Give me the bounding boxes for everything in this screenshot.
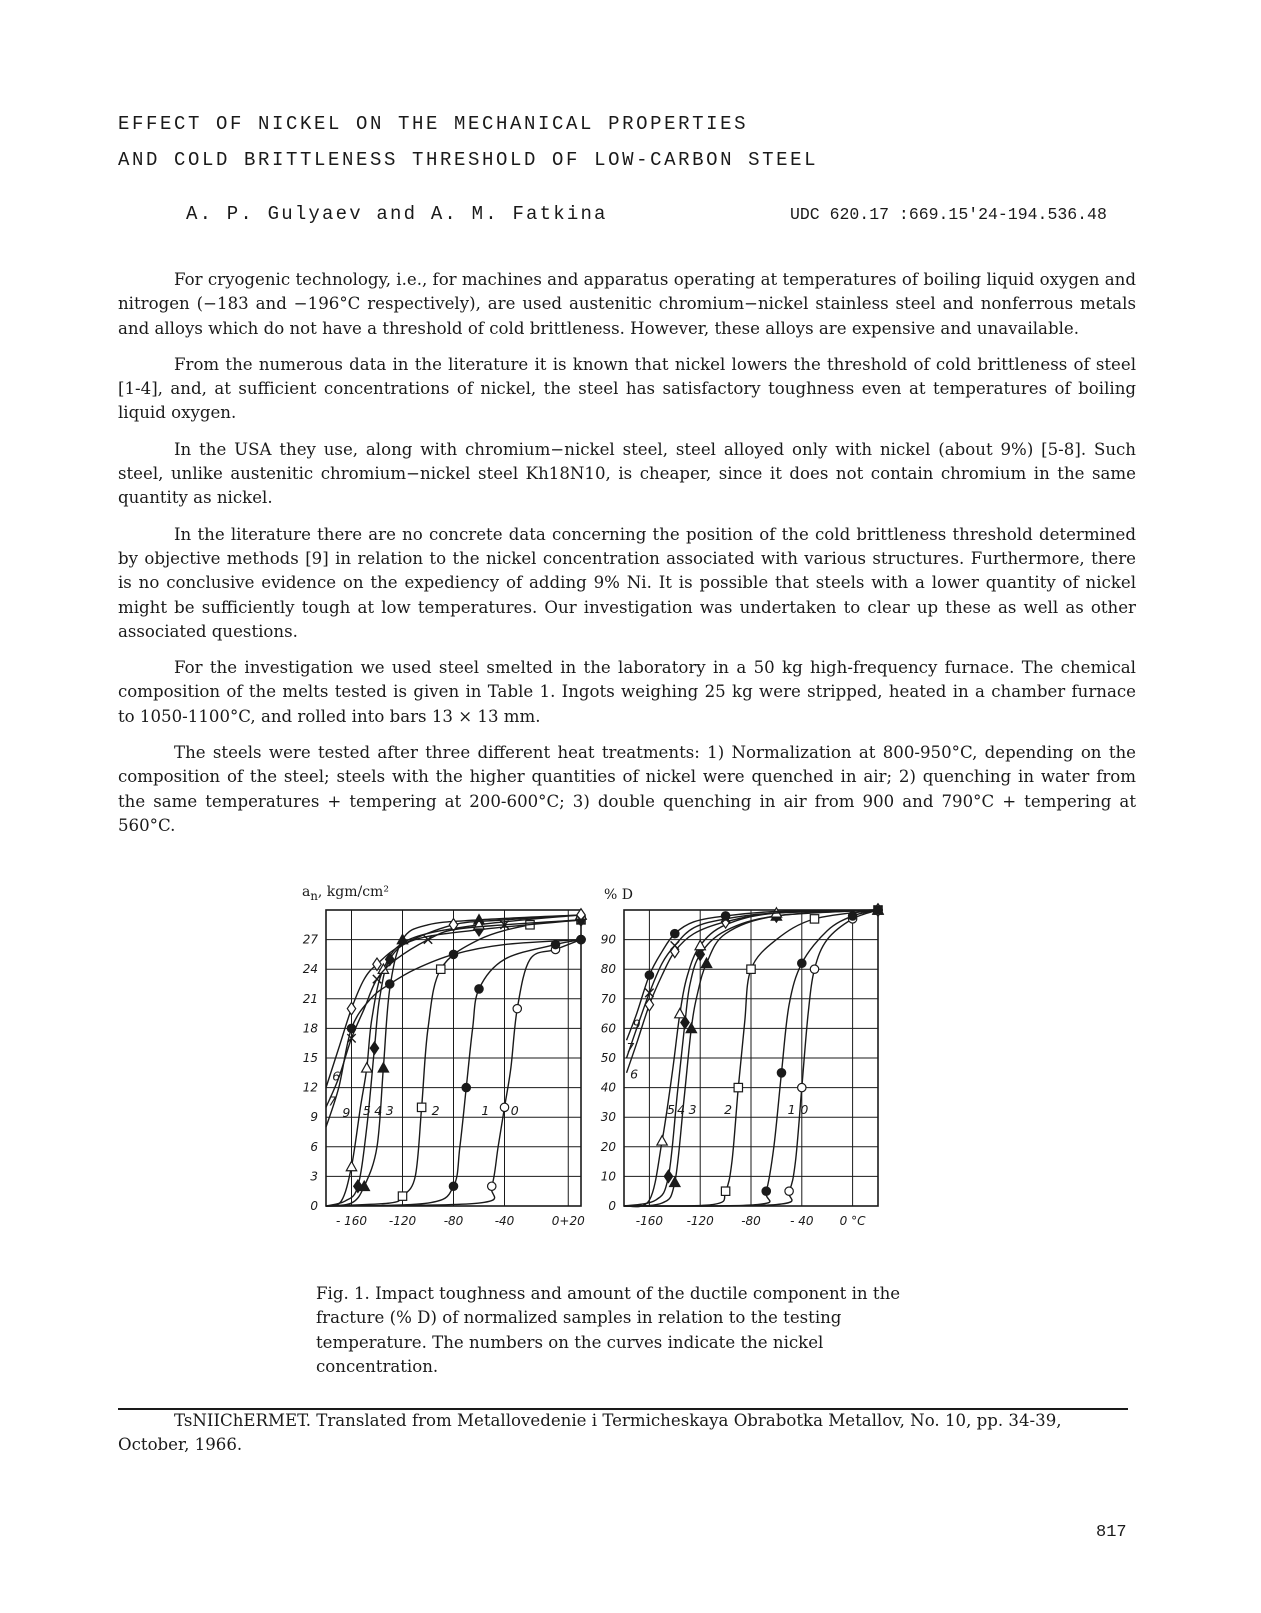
y-tick-label: 90: [600, 932, 616, 947]
data-point: [762, 1187, 770, 1195]
curve-label: 9: [342, 1105, 351, 1121]
ylabel-unit: , kgm/cm²: [317, 884, 389, 900]
y-tick-label: 50: [600, 1051, 616, 1065]
curve-label: 7: [328, 1093, 337, 1109]
curve-label: 0: [800, 1102, 809, 1118]
curve-label: 0: [510, 1103, 519, 1119]
data-point: [657, 1136, 667, 1145]
x-tick-label: -120: [388, 1214, 417, 1228]
curve-label: 7: [626, 1040, 635, 1056]
x-tick-label: - 160: [335, 1214, 368, 1228]
page-number: 817: [1096, 1523, 1127, 1542]
right-chart-ylabel: % D: [604, 887, 633, 903]
data-point: [777, 1069, 785, 1077]
data-point: [747, 965, 755, 973]
data-point: [810, 965, 818, 973]
x-tick-label: -80: [741, 1214, 761, 1228]
y-tick-label: 0: [310, 1199, 318, 1213]
paragraph: For cryogenic technology, i.e., for machines and apparatus operating at temperatures of boiling liquid oxygen and nitrogen (−183 and −196°C respectively), are used austenitic chromium−nickel stainless steel and nonferrous metals and alloys which do not have a threshold of cold brittleness. However, these alloys are expensive and unavailable.: [118, 270, 1136, 338]
paragraph: The steels were tested after three different heat treatments: 1) Normalization at 800-950°C, depending on the composition of the steel; steels with the higher quantities of nickel were quenched in air; 2) quenching in water from the same temperatures + tempering at 200-600°C; 3) double quenching in air from 900 and 790°C + tempering at 560°C.: [118, 743, 1136, 835]
curve-label: 2: [431, 1103, 440, 1119]
paragraph: In the USA they use, along with chromium−nickel steel, steel alloyed only with nickel (about 9%) [5-8]. Such steel, unlike austenitic chromium−nickel steel Kh18N10, is cheaper, since it does not contain chromium in the same quantity as nickel.: [118, 439, 1136, 508]
x-tick-label: -80: [443, 1214, 464, 1228]
y-tick-label: 10: [600, 1169, 616, 1184]
data-point: [734, 1083, 742, 1091]
data-point: [785, 1187, 793, 1195]
udc-code: UDC 620.17 :669.15'24-194.536.48: [790, 205, 1107, 224]
x-tick-label: -40: [494, 1214, 515, 1228]
chart-body: [601, 904, 883, 1228]
paper-title-line-1: EFFECT OF NICKEL ON THE MECHANICAL PROPERTIES: [118, 113, 749, 135]
curve-label: 3: [385, 1103, 394, 1119]
curve-label: 1: [787, 1102, 796, 1118]
curve-label: 4: [374, 1103, 383, 1119]
y-tick-label: 60: [600, 1021, 616, 1036]
paragraph: For the investigation we used steel smelted in the laboratory in a 50 kg high-frequency furnace. The chemical composition of the melts tested is given in Table 1. Ingots weighing 25 kg were stripped, heated in a chamber furnace to 1050-1100°C, and rolled into bars 13 × 13 mm.: [118, 658, 1136, 726]
x-tick-label: -120: [686, 1214, 714, 1228]
series-6: [627, 904, 883, 1082]
y-tick-label: 12: [302, 1080, 318, 1095]
x-tick-label: 0+20: [551, 1214, 585, 1228]
curve-label: 5: [667, 1102, 675, 1118]
y-tick-label: 70: [600, 991, 616, 1006]
data-point: [798, 959, 806, 967]
paragraph: In the literature there are no concrete data concerning the position of the cold brittleness threshold determined by objective methods [9] in relation to the nickel concentration associated with various structures. Furthermore, there is no conclusive evidence on the expediency of adding 9% Ni. It is possible that steels with a lower quantity of nickel might be sufficiently tough at low temperatures. Our investigation was undertaken to clear up these as well as other associated questions.: [118, 524, 1136, 641]
y-tick-label: 27: [302, 932, 318, 947]
data-point: [810, 915, 818, 923]
paper-title-line-2: AND COLD BRITTLENESS THRESHOLD OF LOW-CARBON STEEL: [118, 149, 819, 171]
curve-label: 1: [481, 1103, 490, 1119]
authors: A. P. Gulyaev and A. M. Fatkina: [186, 203, 608, 225]
curve-label: 2: [724, 1102, 733, 1118]
series-line: [627, 910, 878, 1040]
ylabel-symbol: a: [302, 884, 311, 900]
footnote: [118, 1409, 1128, 1457]
series-7: [626, 906, 882, 1058]
data-point: [675, 1008, 685, 1017]
data-point: [664, 1170, 672, 1182]
data-point: [874, 906, 882, 914]
y-tick-label: 3: [310, 1169, 318, 1184]
data-point: [721, 912, 729, 920]
x-tick-label: - 40: [790, 1214, 814, 1228]
data-point: [671, 929, 679, 937]
y-tick-label: 0: [608, 1199, 616, 1213]
ylabel-subscript: n: [310, 888, 318, 903]
y-tick-label: 6: [310, 1139, 318, 1154]
data-point: [645, 971, 653, 979]
data-point: [701, 958, 711, 967]
data-point: [721, 1187, 729, 1195]
curve-label: 5: [362, 1103, 371, 1119]
y-tick-label: 80: [600, 962, 616, 977]
curve-label: 4: [677, 1102, 686, 1118]
y-tick-label: 24: [302, 962, 318, 977]
data-point: [798, 1083, 806, 1091]
series-line: [627, 910, 878, 1073]
y-tick-label: 15: [302, 1051, 318, 1065]
y-tick-label: 40: [600, 1080, 616, 1095]
y-tick-label: 18: [302, 1021, 318, 1036]
curve-label: 6: [630, 1066, 639, 1082]
x-tick-label: -160: [635, 1214, 664, 1228]
series-line: [627, 910, 878, 1058]
curve-label: 6: [332, 1068, 341, 1084]
figure-caption: Fig. 1. Impact toughness and amount of the ductile component in the fracture (% D) of normalized samples in relation to the testing temperature. The numbers on the curves indicate the nickel concentration.: [316, 1284, 901, 1376]
paragraph: From the numerous data in the literature it is known that nickel lowers the threshold of cold brittleness of steel [1-4], and, at sufficient concentrations of nickel, the steel has satisfactory toughness even at temperatures of boiling liquid oxygen.: [118, 354, 1136, 423]
footnote-text: TsNIIChERMET. Translated from Metallovedenie i Termicheskaya Obrabotka Metallov, No. 10, pp. 34-39, October, 1966.: [118, 1411, 1062, 1454]
y-tick-label: 9: [310, 1110, 318, 1125]
x-tick-label: 0 °C: [839, 1214, 866, 1228]
y-tick-label: 30: [600, 1110, 616, 1125]
y-tick-label: 21: [302, 991, 318, 1006]
y-tick-label: 20: [600, 1139, 616, 1154]
curve-label: 9: [632, 1016, 641, 1032]
curve-label: 3: [688, 1102, 697, 1118]
